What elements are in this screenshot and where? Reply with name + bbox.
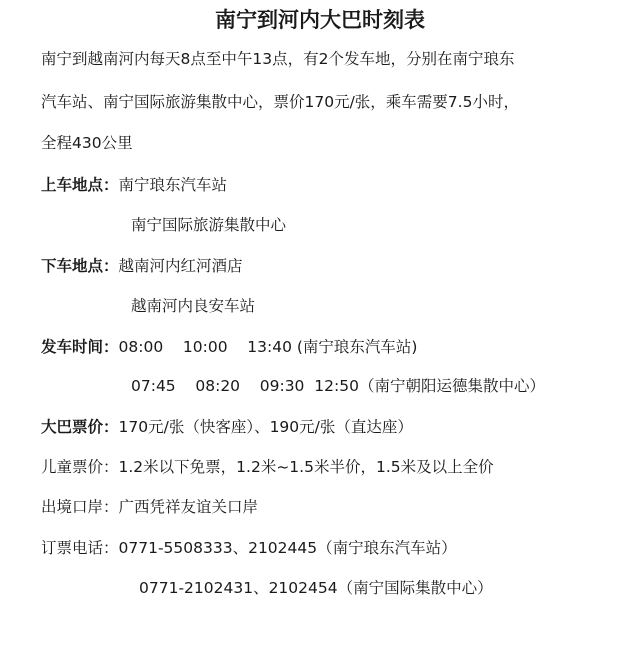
boarding-row — [41, 175, 227, 195]
fare-value: 170元/张（快客座）、190元/张（直达座） — [118, 418, 413, 436]
intro-line-2: 汽车站、南宁国际旅游集散中心，票价170元/张，乘车需要7.5小时， — [41, 93, 519, 111]
child-fare-row — [41, 457, 494, 477]
border-value: 广西凭祥友谊关口岸 — [118, 498, 259, 516]
page-title: 南宁到河内大巴时刻表 — [215, 8, 425, 32]
border-label: 出境口岸： — [41, 498, 119, 516]
booking-line-1: 0771-5508333、2102445（南宁琅东汽车站） — [118, 539, 457, 557]
booking-label: 订票电话： — [41, 539, 119, 557]
departure-row — [41, 337, 417, 357]
alighting-label: 下车地点： — [41, 257, 119, 275]
fare-row — [41, 417, 413, 437]
departure-line-1: 08:00 10:00 13:40 (南宁琅东汽车站) — [118, 338, 418, 356]
intro-line-3: 全程430公里 — [41, 134, 133, 152]
alighting-item-2: 越南河内良安车站 — [131, 297, 256, 315]
fare-label: 大巴票价： — [41, 418, 119, 436]
alighting-item-1: 越南河内红河酒店 — [118, 257, 243, 275]
booking-row — [41, 538, 457, 558]
booking-line-2: 0771-2102431、2102454（南宁国际集散中心） — [139, 579, 493, 597]
departure-line-2: 07:45 08:20 09:30 12:50（南宁朝阳运德集散中心） — [131, 377, 545, 395]
departure-label: 发车时间： — [41, 338, 119, 356]
boarding-item-1: 南宁琅东汽车站 — [118, 176, 228, 194]
alighting-row — [41, 256, 243, 276]
boarding-label: 上车地点： — [41, 176, 119, 194]
border-row — [41, 497, 258, 517]
boarding-item-2: 南宁国际旅游集散中心 — [131, 216, 287, 234]
child-fare-value: 1.2米以下免票，1.2米~1.5米半价，1.5米及以上全价 — [118, 458, 494, 476]
child-fare-label: 儿童票价： — [41, 458, 119, 476]
intro-line-1: 南宁到越南河内每天8点至中午13点，有2个发车地，分别在南宁琅东 — [41, 50, 515, 68]
